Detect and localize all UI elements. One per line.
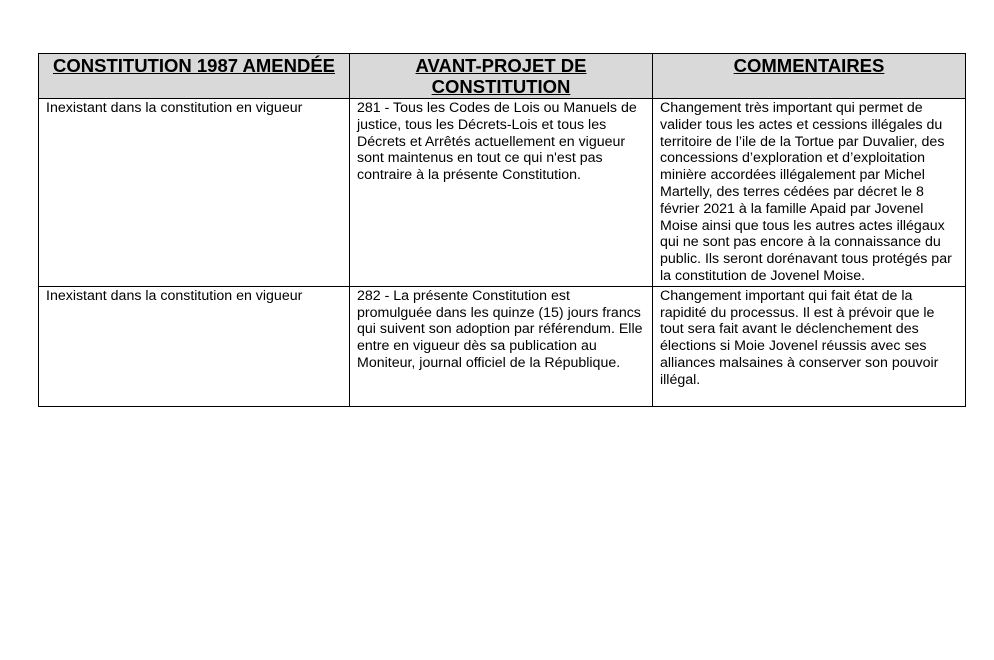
comparison-table bbox=[38, 53, 966, 407]
table-row bbox=[39, 286, 966, 406]
cell-constitution-1987: Inexistant dans la constitution en vigueur bbox=[39, 99, 350, 287]
table-body bbox=[39, 99, 966, 407]
cell-commentaires: Changement très important qui permet de valider tous les actes et cessions illégales du territoire de l’ile de la Tortue par Duvalier, des concessions d’exploration et d’exploitation minière accordées illégalement par Michel Martelly, des terres cédées par décret le 8 février 2021 à la famille Apaid par Jovenel Moise ainsi que tous les autres actes illégaux qui ne sont pas encore à la connaissance du public. Ils seront dorénavant tous protégés par la constitution de Jovenel Moise. bbox=[653, 99, 966, 287]
header-commentaires: COMMENTAIRES bbox=[653, 54, 966, 99]
cell-avant-projet: 282 - La présente Constitution est promulguée dans les quinze (15) jours francs qui suivent son adoption par référendum. Elle entre en vigueur dès sa publication au Moniteur, journal officiel de la République. bbox=[350, 286, 653, 406]
cell-constitution-1987: Inexistant dans la constitution en vigueur bbox=[39, 286, 350, 406]
header-row bbox=[39, 54, 966, 99]
header-avant-projet: AVANT-PROJET DE CONSTITUTION bbox=[350, 54, 653, 99]
cell-commentaires: Changement important qui fait état de la rapidité du processus. Il est à prévoir que le tout sera fait avant le déclenchement des élections si Moie Jovenel réussis avec ses alliances malsaines à conserver son pouvoir illégal. bbox=[653, 286, 966, 406]
table-header bbox=[39, 54, 966, 99]
cell-avant-projet: 281 - Tous les Codes de Lois ou Manuels de justice, tous les Décrets-Lois et tous les Décrets et Arrêtés actuellement en vigueur sont maintenus en tout ce qui n'est pas contraire à la présente Constitution. bbox=[350, 99, 653, 287]
table-row bbox=[39, 99, 966, 287]
header-constitution-1987: CONSTITUTION 1987 AMENDÉE bbox=[39, 54, 350, 99]
